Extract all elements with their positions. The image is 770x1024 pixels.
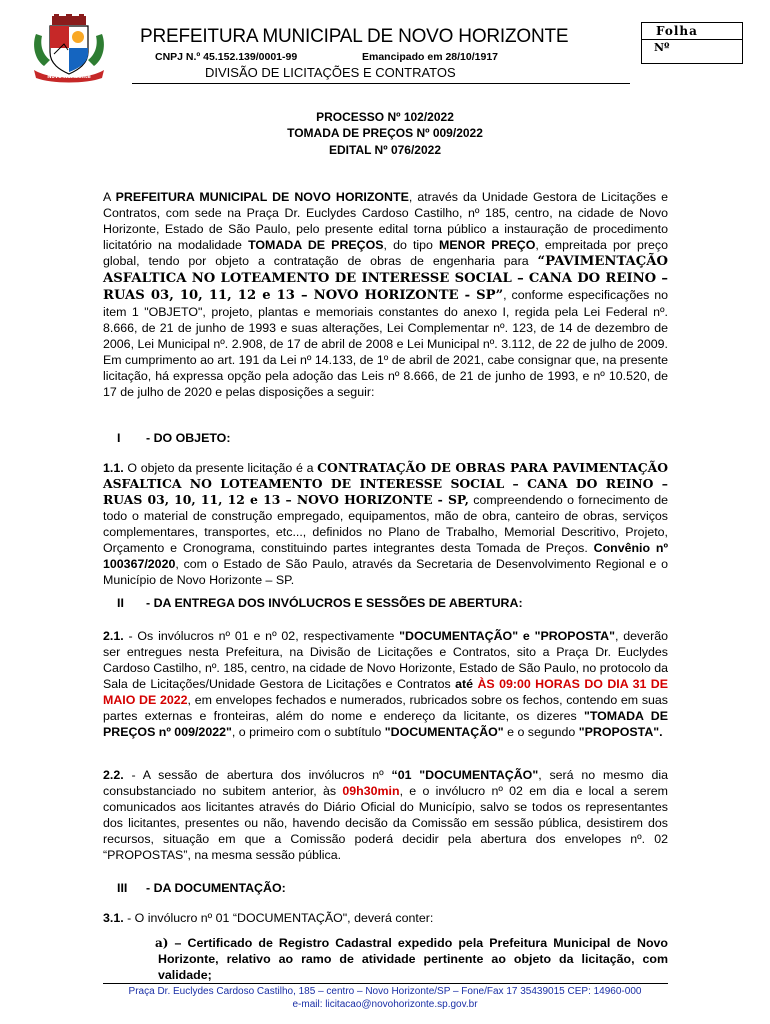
intro-text-4: , empreitada por preço global, tendo por objeto a contratação de obras de engenharia para bbox=[103, 238, 668, 268]
item-1-1-text-e: , com o Estado de São Paulo, através da Secretaria de Desenvolvimento Regional e o Município de Novo Horizonte – SP. bbox=[103, 557, 668, 587]
section-1-title: - DO OBJETO: bbox=[146, 431, 231, 445]
svg-text:Novo Horizonte: Novo Horizonte bbox=[47, 74, 91, 80]
intro-type: MENOR PREÇO bbox=[439, 238, 536, 252]
item-2-1-tomada-label: "TOMADA DE PREÇOS nº 009/2022" bbox=[103, 709, 669, 739]
section-2-number: II bbox=[117, 596, 124, 610]
item-a-letter: a) bbox=[155, 936, 169, 950]
item-2-1-text-h: , o primeiro com o subtítulo bbox=[231, 725, 385, 739]
item-1-1-paragraph bbox=[103, 460, 668, 588]
item-2-2-number: 2.2. bbox=[103, 768, 124, 782]
item-2-2-paragraph bbox=[103, 767, 668, 863]
folha-label: Folha bbox=[656, 24, 698, 38]
footer-email: e-mail: licitacao@novohorizonte.sp.gov.br bbox=[292, 999, 478, 1010]
item-1-1-object: CONTRATAÇÃO DE OBRAS PARA PAVIMENTAÇÃO ASFALTICA NO LOTEAMENTO DE INTERESSE SOCIAL – CANA DO REINO – RUAS 03, 10, 11, 12 e 13 – NOVO HORIZONTE - SP, bbox=[103, 460, 668, 507]
intro-text-1: A bbox=[103, 190, 116, 204]
section-3-number: III bbox=[117, 881, 128, 895]
section-1-number: I bbox=[117, 431, 121, 445]
item-2-2-time: 09h30min bbox=[342, 784, 400, 798]
item-2-1-text-f: , em envelopes fechados e numerados, rubricados sobre os fechos, contendo em suas partes externas e fronteiras, além do nome e endereço da licitante, os dizeres bbox=[103, 693, 668, 723]
folha-stamp-box bbox=[641, 22, 743, 64]
item-3-1-number: 3.1. bbox=[103, 911, 124, 925]
intro-text-2: , através da Unidade Gestora de Licitações e Contratos, com sede na Praça Dr. Euclydes Cardoso Castilho, nº 185, centro, na cidade de Novo Horizonte, Estado de São Paulo, pelo presente edital torna público a instauração de procedimento licitatório na modalidade bbox=[103, 190, 668, 252]
item-2-1-text-j: e o segundo bbox=[503, 725, 579, 739]
item-2-1-paragraph bbox=[103, 628, 668, 740]
item-3-1-text: - O invólucro nº 01 “DOCUMENTAÇÃO", deverá conter: bbox=[123, 911, 434, 925]
division-name: DIVISÃO DE LICITAÇÕES E CONTRATOS bbox=[205, 65, 456, 80]
item-2-1-deadline: ÀS 09:00 HORAS DO DIA 31 DE MAIO DE 2022 bbox=[103, 677, 669, 707]
municipality-title: PREFEITURA MUNICIPAL DE NOVO HORIZONTE bbox=[140, 26, 569, 47]
section-3-title: - DA DOCUMENTAÇÃO: bbox=[146, 881, 286, 895]
intro-entity: PREFEITURA MUNICIPAL DE NOVO HORIZONTE bbox=[115, 190, 409, 204]
tomada-precos-number: TOMADA DE PREÇOS Nº 009/2022 bbox=[287, 126, 483, 140]
item-2-2-text-e: , e o invólucro nº 02 em dia e local a serem comunicados aos licitantes através do Diário Oficial do Município, salvo se todos os representantes dos licitantes, presentes ou não, havendo decisão da Comissão em sessão pública, desistirem dos recursos, situação em que a Comissão poderá decidir pela abertura dos envelopes nº. 02 “PROPOSTAS”, na mesma sessão pública. bbox=[103, 784, 668, 862]
item-1-1-number: 1.1. bbox=[103, 461, 124, 475]
cnpj-number: CNPJ N.º 45.152.139/0001-99 bbox=[155, 51, 298, 63]
emancipation-date: Emancipado em 28/10/1917 bbox=[362, 51, 498, 63]
process-number: PROCESSO Nº 102/2022 bbox=[316, 110, 454, 124]
intro-object: “PAVIMENTAÇÃO ASFALTICA NO LOTEAMENTO DE INTERESSE SOCIAL – CANA DO REINO – RUAS 03, 10, 11, 12 e 13 – NOVO HORIZONTE - SP” bbox=[103, 254, 668, 303]
item-2-1-ate: até bbox=[455, 677, 478, 691]
municipal-crest-logo bbox=[30, 14, 108, 84]
edital-number: EDITAL Nº 076/2022 bbox=[329, 143, 441, 157]
item-2-1-proposta-label: "PROPOSTA". bbox=[578, 725, 663, 739]
item-1-1-text-c: compreendendo o fornecimento de todo o material de construção empregado, equipamentos, mão de obra, canteiro de obras, serviços complementares, transportes, etc..., definidos no Plano de Trabalho, Memorial Descritivo, Projeto, Orçamento e Cronograma, constituindo partes integrantes desta Tomada de Preços. bbox=[103, 493, 668, 555]
footer-divider bbox=[103, 983, 668, 984]
item-3-1-paragraph bbox=[103, 910, 668, 926]
item-1-1-text-a: O objeto da presente licitação é a bbox=[123, 461, 318, 475]
intro-text-5: , conforme especificações no item 1 "OBJETO", projeto, plantas e memoriais constantes do anexo I, regida pela Lei Federal nº. 8.666, de 21 de junho de 1993 e suas alterações, Lei Complementar nº. 123, de 14 de dezembro de 2006, Lei Municipal nº. 2.908, de 17 de abril de 2008 e Lei Municipal nº. 3.112, de 22 de julho de 2009. Em cumprimento ao art. 191 da Lei nº 14.133, de 1º de abril de 2021, cabe consignar que, na presente licitação, há expressa opção pela adoção das Leis nº 8.666, de 21 de junho de 1993, e nº 10.520, de 17 de julho de 2020 e pelas disposições a seguir: bbox=[103, 288, 668, 399]
intro-modality: TOMADA DE PREÇOS bbox=[248, 238, 384, 252]
intro-paragraph bbox=[103, 189, 668, 400]
header-divider bbox=[132, 83, 630, 84]
section-2-title: - DA ENTREGA DOS INVÓLUCROS E SESSÕES DE ABERTURA: bbox=[146, 596, 523, 610]
item-2-1-envelopes: "DOCUMENTAÇÃO" e "PROPOSTA" bbox=[399, 629, 615, 643]
item-2-1-text-c: , deverão ser entregues nesta Prefeitura, na Divisão de Licitações e Contratos, sito a Praça Dr. Euclydes Cardoso Castilho, nº. 185, centro, na cidade de Novo Horizonte, Estado de São Paulo, no protocolo da Sala de Licitações/Unidade Gestora de Licitações e Contratos bbox=[103, 629, 668, 691]
item-1-1-convenio: Convênio nº 100367/2020 bbox=[103, 541, 668, 571]
item-2-2-text-c: , será no mesmo dia consubstanciado no subitem anterior, às bbox=[103, 768, 668, 798]
item-2-2-envelope: “01 "DOCUMENTAÇÃO" bbox=[391, 768, 539, 782]
folha-number-label: Nº bbox=[654, 41, 670, 54]
item-2-1-text-a: - Os invólucros nº 01 e nº 02, respectivamente bbox=[123, 629, 400, 643]
footer-address: Praça Dr. Euclydes Cardoso Castilho, 185 – centro – Novo Horizonte/SP – Fone/Fax 17 35439015 CEP: 14960-000 bbox=[128, 986, 642, 997]
intro-text-3: , do tipo bbox=[383, 238, 440, 252]
item-a-text: – Certificado de Registro Cadastral expedido pela Prefeitura Municipal de Novo Horizonte, relativo ao ramo de atividade pertinente ao objeto da licitação, com validade; bbox=[158, 936, 668, 982]
folha-divider bbox=[642, 39, 742, 40]
item-2-2-text-a: - A sessão de abertura dos invólucros nº bbox=[123, 768, 392, 782]
item-2-1-doc-label: "DOCUMENTAÇÃO" bbox=[384, 725, 504, 739]
item-a-paragraph bbox=[155, 935, 668, 983]
item-2-1-number: 2.1. bbox=[103, 629, 124, 643]
